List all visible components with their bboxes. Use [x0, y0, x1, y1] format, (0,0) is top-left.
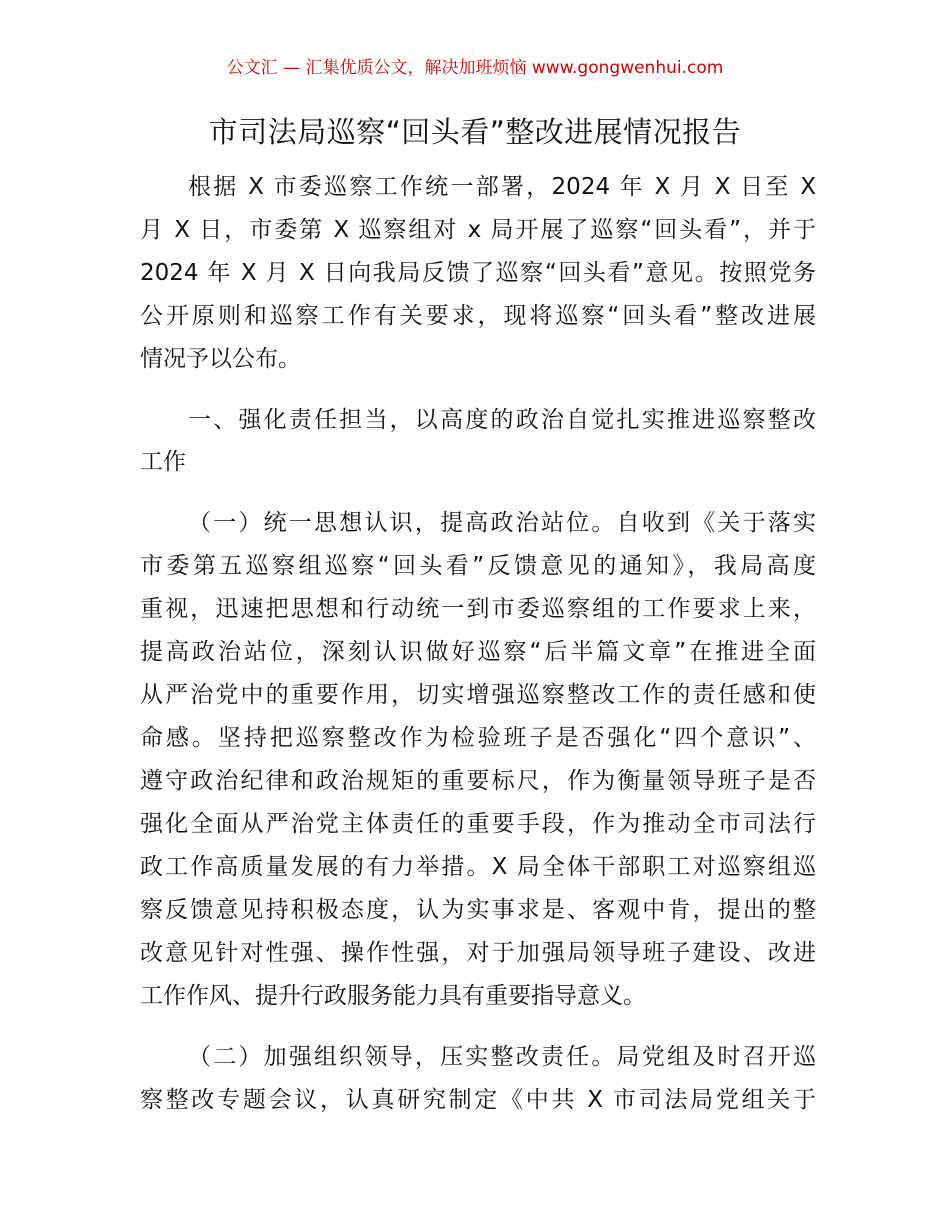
- paragraph-line: 公开原则和巡察工作有关要求，现将巡察“回头看”整改进展: [140, 303, 816, 329]
- paragraph-line: 察整改专题会议，认真研究制定《中共 X 市司法局党组关于: [140, 1087, 816, 1113]
- watermark-header: 公文汇 — 汇集优质公文，解决加班烦恼 www.gongwenhui.com: [226, 58, 724, 78]
- paragraph-line: 命感。坚持把巡察整改作为检验班子是否强化“四个意识”、: [140, 725, 816, 751]
- paragraph-line: 从严治党中的重要作用，切实增强巡察整改工作的责任感和使: [140, 682, 816, 708]
- paragraph-line: 重视，迅速把思想和行动统一到市委巡察组的工作要求上来，: [140, 596, 816, 622]
- paragraph-line: 政工作高质量发展的有力举措。X 局全体干部职工对巡察组巡: [140, 854, 816, 880]
- section-heading-line: 工作: [140, 449, 186, 475]
- paragraph-line: （一）统一思想认识，提高政治站位。自收到《关于落实: [188, 510, 816, 536]
- paragraph-line: 工作作风、提升行政服务能力具有重要指导意义。: [140, 983, 646, 1009]
- paragraph-line: 情况予以公布。: [140, 346, 301, 372]
- paragraph-line: 强化全面从严治党主体责任的重要手段，作为推动全市司法行: [140, 811, 816, 837]
- paragraph-line: 月 X 日，市委第 X 巡察组对 x 局开展了巡察“回头看”，并于: [140, 217, 816, 243]
- paragraph-line: （二）加强组织领导，压实整改责任。局党组及时召开巡: [188, 1044, 816, 1070]
- document-title: 市司法局巡察“回头看”整改进展情况报告: [208, 115, 742, 149]
- section-heading-line: 一、强化责任担当，以高度的政治自觉扎实推进巡察整改: [188, 407, 816, 433]
- paragraph-line: 遵守政治纪律和政治规矩的重要标尺，作为衡量领导班子是否: [140, 768, 816, 794]
- paragraph-line: 2024 年 X 月 X 日向我局反馈了巡察“回头看”意见。按照党务: [140, 260, 816, 286]
- paragraph-line: 改意见针对性强、操作性强，对于加强局领导班子建设、改进: [140, 940, 816, 966]
- paragraph-line: 根据 X 市委巡察工作统一部署，2024 年 X 月 X 日至 X: [188, 174, 817, 200]
- paragraph-line: 察反馈意见持积极态度，认为实事求是、客观中肯，提出的整: [140, 897, 816, 923]
- paragraph-line: 市委第五巡察组巡察“回头看”反馈意见的通知》，我局高度: [140, 553, 816, 579]
- paragraph-line: 提高政治站位，深刻认识做好巡察“后半篇文章”在推进全面: [140, 639, 816, 665]
